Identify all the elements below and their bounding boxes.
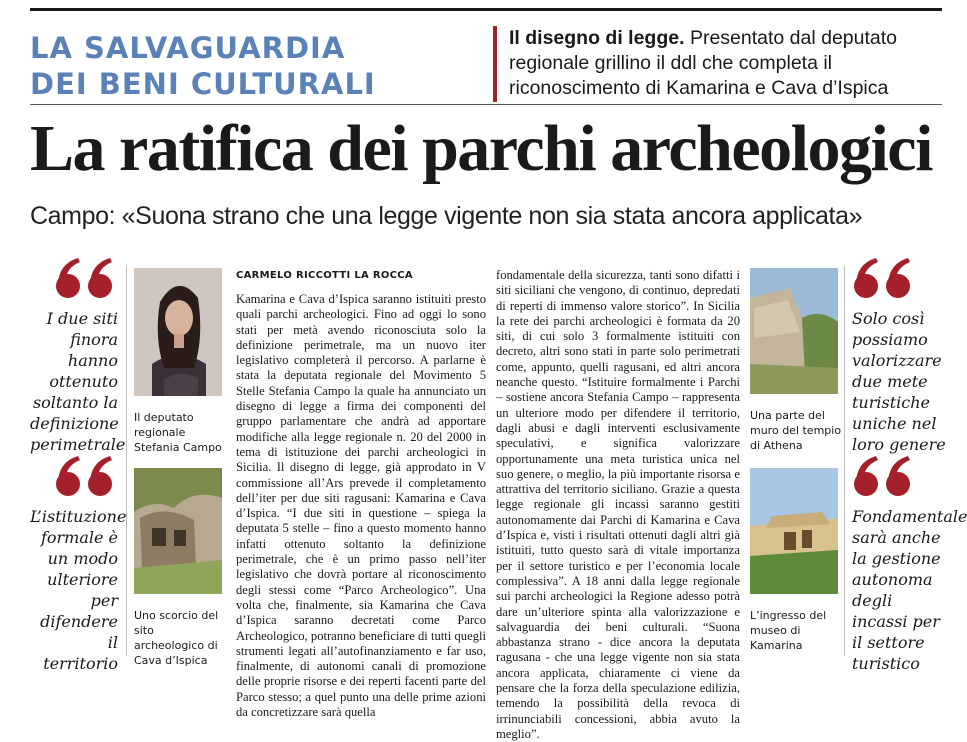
subhead-bold: Il disegno di legge. [509,27,685,49]
section-kicker [30,30,490,102]
caption-cava: Uno scorcio del sito archeologico di Cava d’Ispica [134,609,219,667]
quote-mark-icon [852,256,946,308]
pull-quote-right-1 [852,256,946,455]
article-text: fondamentale della sicurezza, tanti sono difatti i siti siciliani che vengono, di continuo, depredati di reperti di immenso valore storico”. In Sicilia la rete dei parchi archeologici è formata da 20 siti, di cui solo 3 formalmente istituiti con decreto, altri sono stati in parte solo perimetrati come, appunto, quelli ragusani, ed altri ancora neanche questo. “Istituire formalmente i Parchi – sostiene ancora Stefania Campo – rappresenta un ulteriore modo per difendere il territorio, dagli abusi e dagli interventi esclusivamente speculativi, e significa valorizzare opportunamente una meta turistica unica nel suo genere, o meglio, la più importante risorsa e attrattiva del territorio siciliano. Grazie a questa legge regionale gli incassi saranno gestiti autonomamente dai Parchi di Kamarina e Cava d’Ispica e, visti i risultati ottenuti dagli altri già istituiti, tutto questo sarà di vitale importanza per il settore turistico e per l’economia locale complessiva”. A 18 anni dalla legge regionale sui parchi archeologici la Regione adesso potrà dare un’ulteriore spinta alla valorizzazione e salvaguardia dei beni culturali. “Suona abbastanza strano - dice ancora la deputata ragusana - che una legge vigente non sia stata ancora applicata, chiaramente ci viene da pensare che la forza della speculazione edilizia, temendo la possibilità della revoca di irrinunciabili concessioni, abbia avuto la meglio”. [496,268,740,741]
pull-quote-left-2 [30,454,127,674]
photo-cava-ispica [134,468,222,594]
headline: La ratifica dei parchi archeologici [30,112,932,185]
article-text: Kamarina e Cava d’Ispica saranno istituiti presto quali parchi archeologici. Fino ad oggi lo sono stati per metà avendo riconosciuta solo la definizione perimetrale, ma un nuovo iter legislativo completerà il percorso. A parlarne è stata la deputata regionale del Movimento 5 Stelle Stefania Campo la quale ha annunciato un disegno di legge a firma dei componenti del gruppo parlamentare che andrà ad apportare modifiche alla legge regionale n. 20 del 2000 in tema di istituzione dei parchi archeologici in Sicilia. Il disegno di legge, già approdato in V commissione all’Ars prevede il completamento dell’iter per due siti ragusani: Kamarina e Cava d’Ispica. “I due siti in questione – spiega la deputata 5 stelle – fino a questo momento hanno infatti ottenuto soltanto la definizione perimetrale, che è un primo passo nell’iter legislativo che dovrà portare al riconoscimento degli stessi come “Parco Archeologico”. Una volta che, finalmente, sia Kamarina che Cava d’Ispica saranno decretati come Parco Archeologico, potranno beneficiare di tutti quegli strumenti legati all’autofinanziamento e far uso, finalmente, di autonomi canali di promozione delle proprie risorse e dei reperti facenti parte del Parco stesso; a quel punto una delle prime azioni da concretizzare sarà quella [236,292,486,720]
byline: CARMELO RICCOTTI LA ROCCA [236,270,413,281]
column-rule [126,266,127,656]
caption-campo: Il deputato regionale Stefania Campo [134,411,222,454]
pull-quote-text: L’istituzione formale è un modo ulteriore per difendere il territorio [30,507,127,673]
article-column-1 [236,292,486,720]
deck: Campo: «Suona strano che una legge vigente non sia stata ancora applicata» [30,202,863,230]
subheading [493,26,940,102]
caption-tempio: Una parte del muro del tempio di Athena [750,409,842,452]
caption-museo: L’ingresso del museo di Kamarina [750,609,827,652]
kicker-line-1: LA SALVAGUARDIA [30,31,346,65]
pull-quote-left-1 [30,256,126,455]
top-rule [30,8,942,11]
subhead-text: Presentato dal deputato regionale grillino il ddl che completa il riconoscimento di Kamarina e Cava d’Ispica [509,27,898,99]
article-column-2 [496,268,740,741]
pull-quote-text: Fondamentale sarà anche la gestione autonoma degli incassi per il settore turistico [852,507,967,673]
quote-mark-icon [30,454,118,506]
quote-mark-icon [30,256,118,308]
quote-mark-icon [852,454,952,506]
photo-stefania-campo [134,268,222,396]
column-rule [844,266,845,656]
photo-museo-kamarina [750,468,838,594]
photo-tempio-athena [750,268,838,394]
header-rule [30,104,942,105]
kicker-line-2: DEI BENI CULTURALI [30,67,376,101]
pull-quote-text: I due siti finora hanno ottenuto soltanto la definizione perimetrale [30,309,126,454]
pull-quote-right-2 [852,454,967,674]
pull-quote-text: Solo così possiamo valorizzare due mete turistiche uniche nel loro genere [852,309,946,454]
